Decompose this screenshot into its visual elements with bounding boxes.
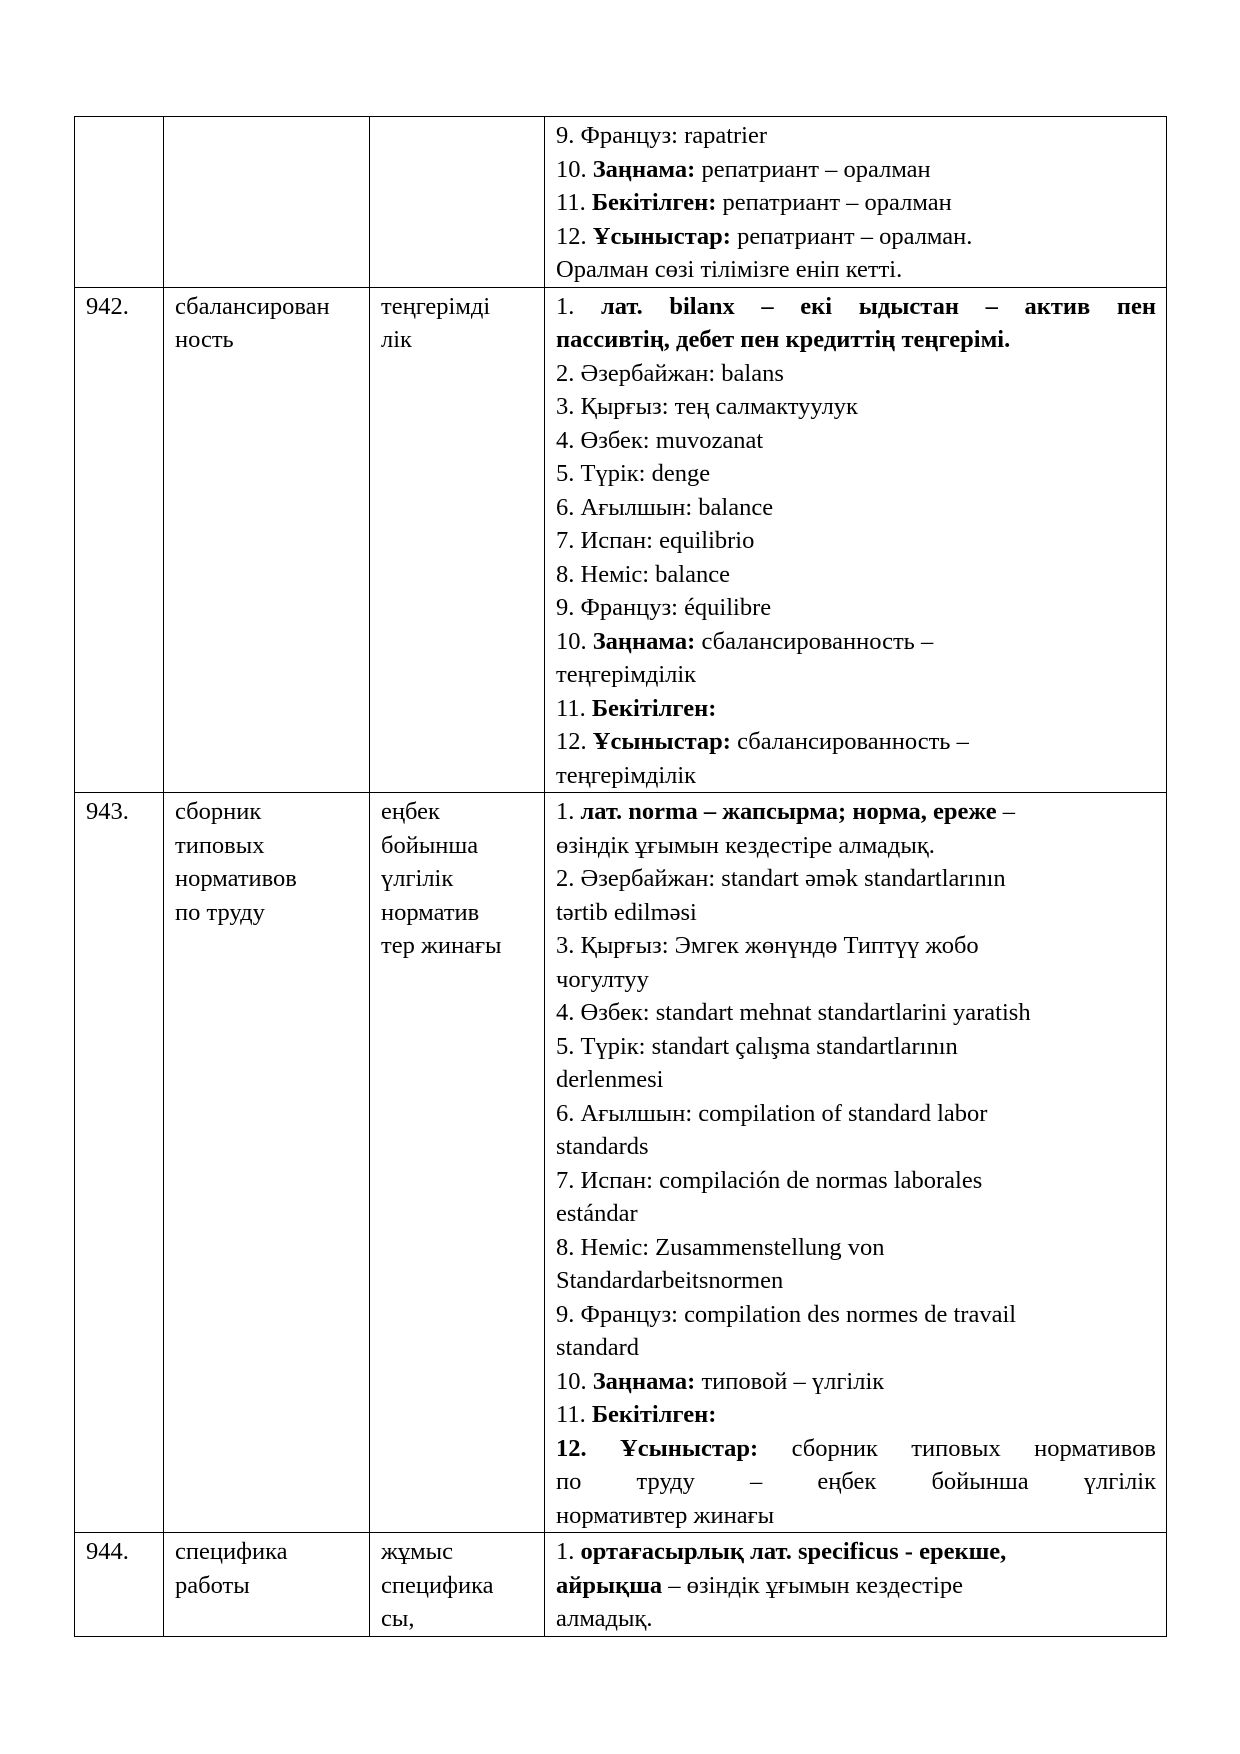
note-number: 8. xyxy=(556,560,575,588)
note-text: сбалансированность – xyxy=(695,627,934,655)
note-text: Түрік: denge xyxy=(574,460,711,487)
note-text: Француз: compilation des normes de travail xyxy=(574,1300,1017,1328)
note-text: derlenmesi xyxy=(556,1066,664,1093)
note-line xyxy=(556,725,1156,759)
note-line xyxy=(556,829,1156,863)
note-line xyxy=(556,1535,1156,1569)
note-line xyxy=(556,759,1156,793)
kazakh-term-line: үлгілік xyxy=(381,865,454,892)
note-number: 5. xyxy=(556,460,575,487)
note-text: Француз: équilibre xyxy=(574,594,772,621)
note-text: сбалансированность – xyxy=(730,728,969,755)
note-line xyxy=(556,1331,1156,1365)
note-number: 1. xyxy=(556,292,575,320)
kazakh-term-line: норматив xyxy=(381,898,480,926)
note-number: 2. xyxy=(556,865,575,892)
note-text: алмадық. xyxy=(556,1605,653,1632)
note-text: репатриант – оралман xyxy=(716,189,952,216)
note-number: 2. xyxy=(556,359,575,387)
note-line xyxy=(556,253,1156,287)
note-line xyxy=(556,692,1156,726)
kazakh-term-line: бойынша xyxy=(381,831,479,859)
note-line xyxy=(556,1097,1156,1131)
kazakh-term-line: сы, xyxy=(381,1605,415,1632)
note-line xyxy=(556,390,1156,424)
note-text: – өзіндік ұғымын кездестіре xyxy=(662,1571,963,1599)
kazakh-term-line: лік xyxy=(381,326,412,353)
note-line xyxy=(556,323,1156,357)
note-text: Өзбек: standart mehnat standartlarini yaratish xyxy=(574,999,1031,1026)
notes-cell xyxy=(545,793,1167,1533)
note-number: 4. xyxy=(556,999,575,1026)
note-number: 9. xyxy=(556,594,575,621)
table-row xyxy=(75,117,1167,288)
note-number: 10. xyxy=(556,155,587,183)
note-line xyxy=(556,1298,1156,1332)
note-line xyxy=(556,1465,1156,1499)
note-line xyxy=(556,963,1156,997)
note-line xyxy=(556,524,1156,558)
note-line xyxy=(556,457,1156,491)
note-number: 9. xyxy=(556,1300,575,1328)
kazakh-term-cell xyxy=(370,1533,545,1637)
note-line xyxy=(556,220,1156,254)
note-number: 1. xyxy=(556,798,575,825)
note-label: айрықша xyxy=(556,1571,663,1599)
russian-term-cell xyxy=(164,1533,370,1637)
note-line xyxy=(556,1569,1156,1603)
note-line xyxy=(556,658,1156,692)
note-text: репатриант – оралман xyxy=(695,155,931,183)
note-text: Неміс: balance xyxy=(574,560,730,588)
kazakh-term-line: жұмыс xyxy=(381,1538,454,1565)
note-line xyxy=(556,1063,1156,1097)
russian-term-line: работы xyxy=(175,1571,250,1599)
entry-number: 943. xyxy=(86,798,129,825)
note-number: 12. xyxy=(556,1434,587,1462)
note-number: 6. xyxy=(556,1099,575,1127)
note-line xyxy=(556,424,1156,458)
note-number: 8. xyxy=(556,1233,575,1261)
note-line xyxy=(556,1130,1156,1164)
terms-table xyxy=(74,116,1167,1637)
note-text: теңгерімділік xyxy=(556,761,697,789)
note-text: сборник типовых нормативов xyxy=(758,1434,1157,1462)
note-line xyxy=(556,1164,1156,1198)
note-label: Заңнама: xyxy=(592,1367,696,1395)
note-label: Бекітілген: xyxy=(591,189,717,216)
note-text: өзіндік ұғымын кездестіре алмадық. xyxy=(556,831,935,859)
note-text: standard xyxy=(556,1334,639,1361)
note-number: 12. xyxy=(556,728,587,755)
terms-table-body xyxy=(75,117,1167,1637)
note-number: 5. xyxy=(556,1032,575,1060)
note-text: estándar xyxy=(556,1200,638,1227)
russian-term-cell xyxy=(164,793,370,1533)
note-text: типовой – үлгілік xyxy=(695,1367,885,1395)
note-line xyxy=(556,186,1156,220)
note-text: Испан: compilación de normas laborales xyxy=(574,1166,983,1194)
kazakh-term-line: теңгерімді xyxy=(381,292,491,320)
russian-term-line: сбалансирован xyxy=(175,292,330,320)
note-line xyxy=(556,1432,1156,1466)
note-number: 7. xyxy=(556,527,575,554)
note-label: пассивтің, дебет пен кредиттің теңгерімі. xyxy=(556,326,1011,353)
note-text: Қырғыз: тең салмактуулук xyxy=(574,393,858,420)
note-number: 11. xyxy=(556,189,586,216)
note-text: Ағылшын: balance xyxy=(574,493,774,521)
note-text: Қырғыз: Эмгек жөнүндө Типтүү жобо xyxy=(574,932,979,959)
note-number: 7. xyxy=(556,1166,575,1194)
entry-number: 944. xyxy=(86,1538,129,1565)
note-label: ортағасырлық лат. specificus - ерекше, xyxy=(580,1538,1007,1565)
note-text: по труду – еңбек бойынша үлгілік xyxy=(556,1468,1156,1495)
entry-number-cell xyxy=(75,117,164,288)
entry-number: 942. xyxy=(86,292,129,320)
note-label: Бекітілген: xyxy=(591,694,717,722)
russian-term-line: типовых xyxy=(175,831,265,859)
note-text: – xyxy=(996,798,1016,825)
note-number: 9. xyxy=(556,122,575,149)
note-number: 3. xyxy=(556,932,575,959)
note-text: Испан: equilibrio xyxy=(574,527,755,554)
kazakh-term-cell xyxy=(370,793,545,1533)
note-text: Француз: rapatrier xyxy=(574,122,768,149)
note-label: лат. bilanx – екі ыдыстан – актив пен xyxy=(601,292,1157,320)
note-label: Заңнама: xyxy=(592,627,696,655)
russian-term-line: сборник xyxy=(175,798,262,825)
note-text: Ағылшын: compilation of standard labor xyxy=(574,1099,988,1127)
table-row xyxy=(75,1533,1167,1637)
note-text: Түрік: standart çalışma standartlarının xyxy=(574,1032,958,1060)
note-text: Standardarbeitsnormen xyxy=(556,1267,784,1294)
note-line xyxy=(556,1365,1156,1399)
note-line xyxy=(556,996,1156,1030)
note-line xyxy=(556,625,1156,659)
kazakh-term-line: еңбек xyxy=(381,798,440,825)
note-number: 1. xyxy=(556,1538,575,1565)
note-label: Ұсыныстар: xyxy=(620,1434,759,1462)
kazakh-term-cell xyxy=(370,117,545,288)
note-number: 11. xyxy=(556,694,586,722)
entry-number-cell xyxy=(75,793,164,1533)
notes-cell xyxy=(545,117,1167,288)
note-line xyxy=(556,1231,1156,1265)
note-number: 4. xyxy=(556,426,575,454)
note-line xyxy=(556,795,1156,829)
table-row xyxy=(75,287,1167,793)
note-line xyxy=(556,1264,1156,1298)
notes-cell xyxy=(545,287,1167,793)
note-text: нормативтер жинағы xyxy=(556,1501,775,1529)
note-label: Заңнама: xyxy=(592,155,696,183)
note-text: репатриант – оралман. xyxy=(730,222,973,250)
note-number: 10. xyxy=(556,1367,587,1395)
note-line xyxy=(556,153,1156,187)
russian-term-cell xyxy=(164,287,370,793)
entry-number-cell xyxy=(75,287,164,793)
note-line xyxy=(556,1602,1156,1636)
note-label: Ұсыныстар: xyxy=(592,222,731,250)
note-line xyxy=(556,1197,1156,1231)
note-text: tərtib edilməsi xyxy=(556,898,697,926)
russian-term-line: ность xyxy=(175,326,234,353)
kazakh-term-line: специфика xyxy=(381,1571,494,1599)
note-line xyxy=(556,929,1156,963)
note-line xyxy=(556,357,1156,391)
note-text: теңгерімділік xyxy=(556,661,697,688)
russian-term-line: нормативов xyxy=(175,865,297,892)
note-label: Бекітілген: xyxy=(591,1401,717,1428)
note-label: лат. norma – жапсырма; норма, ереже xyxy=(580,798,997,825)
note-text: Әзербайжан: standart əmək standartlarının xyxy=(574,865,1006,892)
note-number: 10. xyxy=(556,627,587,655)
note-line xyxy=(556,1398,1156,1432)
kazakh-term-cell xyxy=(370,287,545,793)
note-line xyxy=(556,491,1156,525)
note-text: Оралман сөзі тілімізге еніп кетті. xyxy=(556,256,903,283)
note-line xyxy=(556,862,1156,896)
russian-term-line: по труду xyxy=(175,898,265,926)
note-number: 11. xyxy=(556,1401,586,1428)
note-line xyxy=(556,591,1156,625)
note-label: Ұсыныстар: xyxy=(592,728,731,755)
note-line xyxy=(556,1030,1156,1064)
notes-cell xyxy=(545,1533,1167,1637)
note-text: чогултуу xyxy=(556,965,649,993)
note-line xyxy=(556,896,1156,930)
note-number: 6. xyxy=(556,493,575,521)
russian-term-line: специфика xyxy=(175,1538,288,1565)
note-number: 12. xyxy=(556,222,587,250)
note-text: Әзербайжан: balans xyxy=(574,359,784,387)
entry-number-cell xyxy=(75,1533,164,1637)
note-text: Неміс: Zusammenstellung von xyxy=(574,1233,885,1261)
note-number: 3. xyxy=(556,393,575,420)
note-line xyxy=(556,1499,1156,1533)
note-text: Өзбек: muvozanat xyxy=(574,426,764,454)
kazakh-term-line: тер жинағы xyxy=(381,932,502,959)
note-line xyxy=(556,558,1156,592)
table-row xyxy=(75,793,1167,1533)
note-text: standards xyxy=(556,1133,649,1160)
russian-term-cell xyxy=(164,117,370,288)
note-line xyxy=(556,119,1156,153)
note-line xyxy=(556,290,1156,324)
